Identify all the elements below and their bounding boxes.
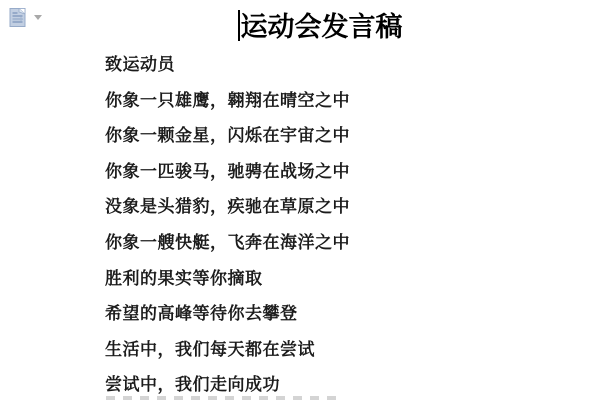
text-line[interactable]: 致运动员 <box>105 55 175 74</box>
text-line[interactable]: 你象一颗金星，闪烁在宇宙之中 <box>105 126 350 146</box>
text-line[interactable]: 没象是头猎豹，疾驰在草原之中 <box>105 197 350 217</box>
document-title-row[interactable] <box>105 5 535 44</box>
text-line[interactable]: 你象一匹骏马，驰骋在战场之中 <box>105 161 350 181</box>
chevron-down-icon <box>34 15 42 20</box>
page-title: 运动会发言稿 <box>240 12 403 42</box>
text-line[interactable]: 生活中，我们每天都在尝试 <box>105 339 315 359</box>
document-body <box>105 47 580 403</box>
clipboard-paste-icon <box>8 6 29 34</box>
paste-options-button[interactable] <box>8 6 56 34</box>
text-line[interactable]: 你象一艘快艇，飞奔在海洋之中 <box>105 232 350 252</box>
text-line[interactable]: 你象一只雄鹰，翱翔在晴空之中 <box>105 90 350 110</box>
text-line[interactable]: 尝试中，我们走向成功 <box>105 375 280 395</box>
text-line[interactable]: 胜利的果实等你摘取 <box>105 268 263 288</box>
text-cursor <box>238 10 240 41</box>
text-line[interactable]: 希望的高峰等待你去攀登 <box>105 304 298 324</box>
clipped-next-line-fragment <box>106 396 336 400</box>
